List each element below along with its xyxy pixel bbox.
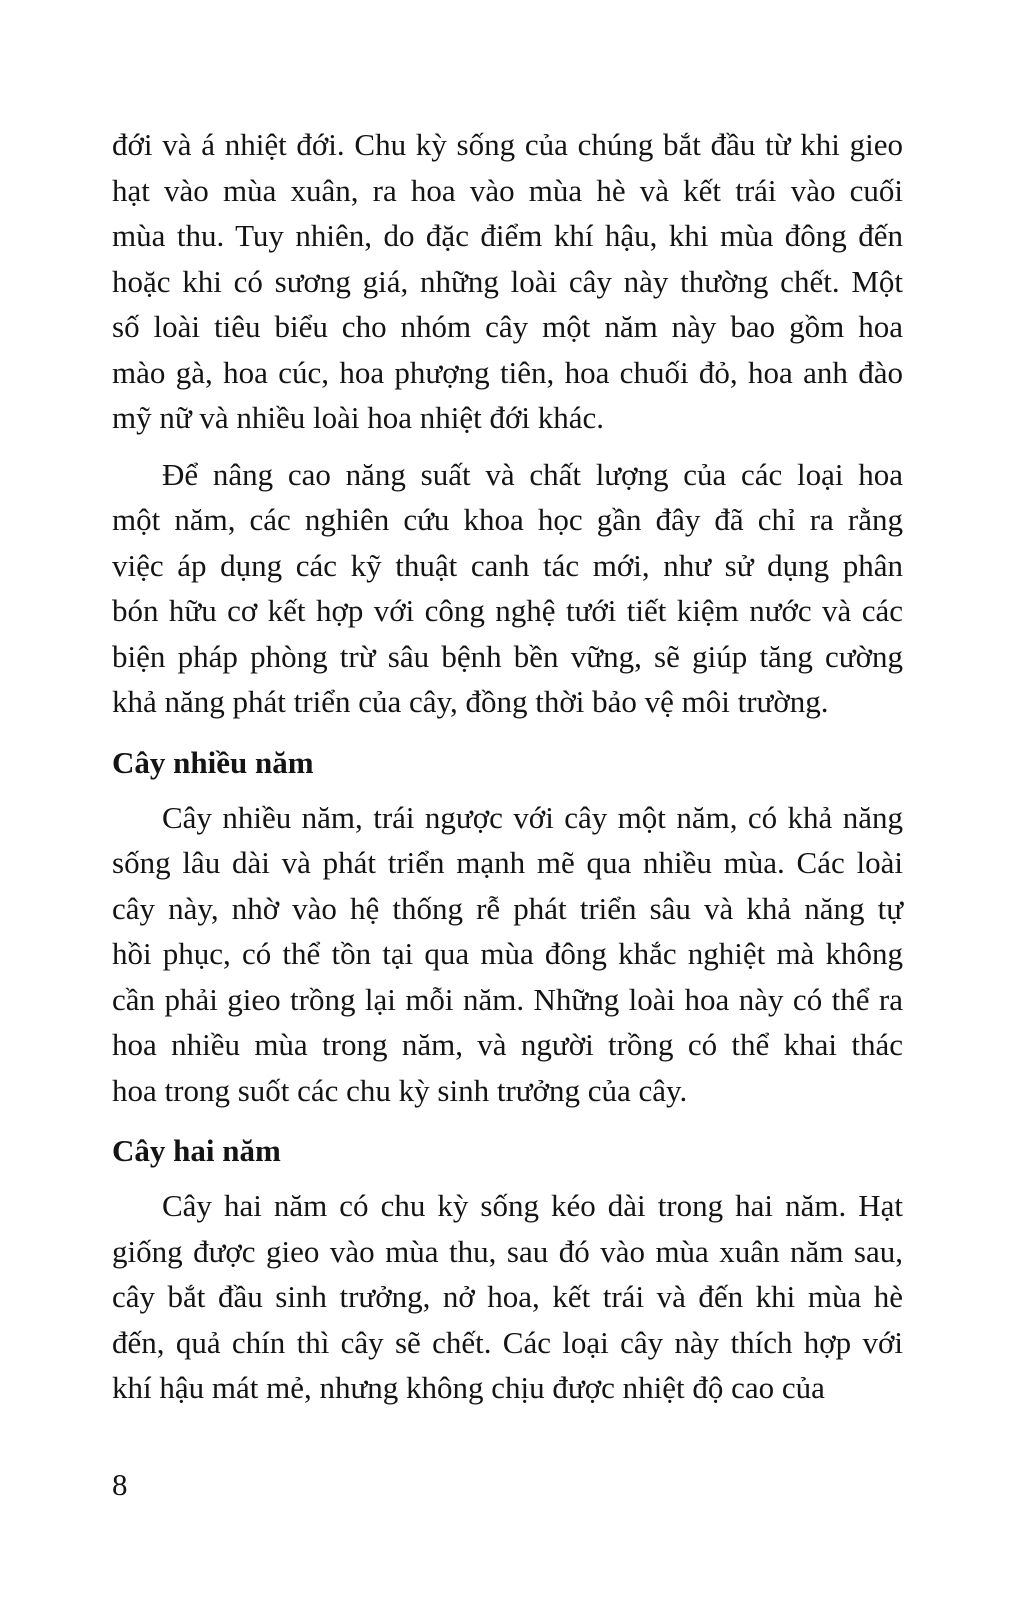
text-line: một năm, các nghiên cứu khoa học gần đây đã chỉ ra rằng <box>112 502 903 537</box>
text-line: việc áp dụng các kỹ thuật canh tác mới, như sử dụng phân <box>112 547 903 583</box>
text-line: sống lâu dài và phát triển mạnh mẽ qua nhiều mùa. Các loài <box>112 845 903 880</box>
page-number: 8 <box>112 1467 128 1502</box>
text-line: mào gà, hoa cúc, hoa phượng tiên, hoa chuối đỏ, hoa anh đào <box>112 354 903 390</box>
text-line: Để nâng cao năng suất và chất lượng của các loại hoa <box>162 456 903 492</box>
section-heading: Cây hai năm <box>112 1133 281 1168</box>
text-line: đới và á nhiệt đới. Chu kỳ sống của chúng bắt đầu từ khi gieo <box>112 127 903 162</box>
text-line: Cây nhiều năm, trái ngược với cây một năm, có khả năng <box>162 799 903 835</box>
text-line: biện pháp phòng trừ sâu bệnh bền vững, sẽ giúp tăng cường <box>112 638 903 674</box>
text-line: khả năng phát triển của cây, đồng thời bảo vệ môi trường. <box>112 684 829 719</box>
paragraph <box>112 122 903 441</box>
text-line: hoặc khi có sương giá, những loài cây này thường chết. Một <box>112 263 903 299</box>
paragraph <box>112 795 903 1114</box>
text-line: số loài tiêu biểu cho nhóm cây một năm này bao gồm hoa <box>112 309 903 344</box>
section-heading: Cây nhiều năm <box>112 744 314 780</box>
text-line: bón hữu cơ kết hợp với công nghệ tưới tiết kiệm nước và các <box>112 593 903 628</box>
page-body <box>112 122 903 1422</box>
text-line: khí hậu mát mẻ, nhưng không chịu được nhiệt độ cao của <box>112 1370 825 1405</box>
text-line: Cây hai năm có chu kỳ sống kéo dài trong hai năm. Hạt <box>162 1188 903 1223</box>
paragraph <box>112 1183 903 1411</box>
paragraph <box>112 452 903 725</box>
text-line: cây bắt đầu sinh trưởng, nở hoa, kết trái và đến khi mùa hè <box>112 1279 903 1314</box>
text-line: giống được gieo vào mùa thu, sau đó vào mùa xuân năm sau, <box>112 1233 903 1269</box>
text-line: hoa trong suốt các chu kỳ sinh trưởng của cây. <box>112 1072 688 1108</box>
text-line: hồi phục, có thể tồn tại qua mùa đông khắc nghiệt mà không <box>112 936 903 971</box>
text-line: mỹ nữ và nhiều loài hoa nhiệt đới khác. <box>112 400 605 435</box>
text-line: hoa nhiều mùa trong năm, và người trồng có thể khai thác <box>112 1027 903 1062</box>
text-line: đến, quả chín thì cây sẽ chết. Các loại cây này thích hợp với <box>112 1324 903 1360</box>
text-line: hạt vào mùa xuân, ra hoa vào mùa hè và kết trái vào cuối <box>112 172 903 208</box>
text-line: cây này, nhờ vào hệ thống rễ phát triển sâu và khả năng tự <box>112 890 903 926</box>
text-line: mùa thu. Tuy nhiên, do đặc điểm khí hậu, khi mùa đông đến <box>112 218 903 253</box>
text-line: cần phải gieo trồng lại mỗi năm. Những loài hoa này có thể ra <box>112 981 903 1017</box>
